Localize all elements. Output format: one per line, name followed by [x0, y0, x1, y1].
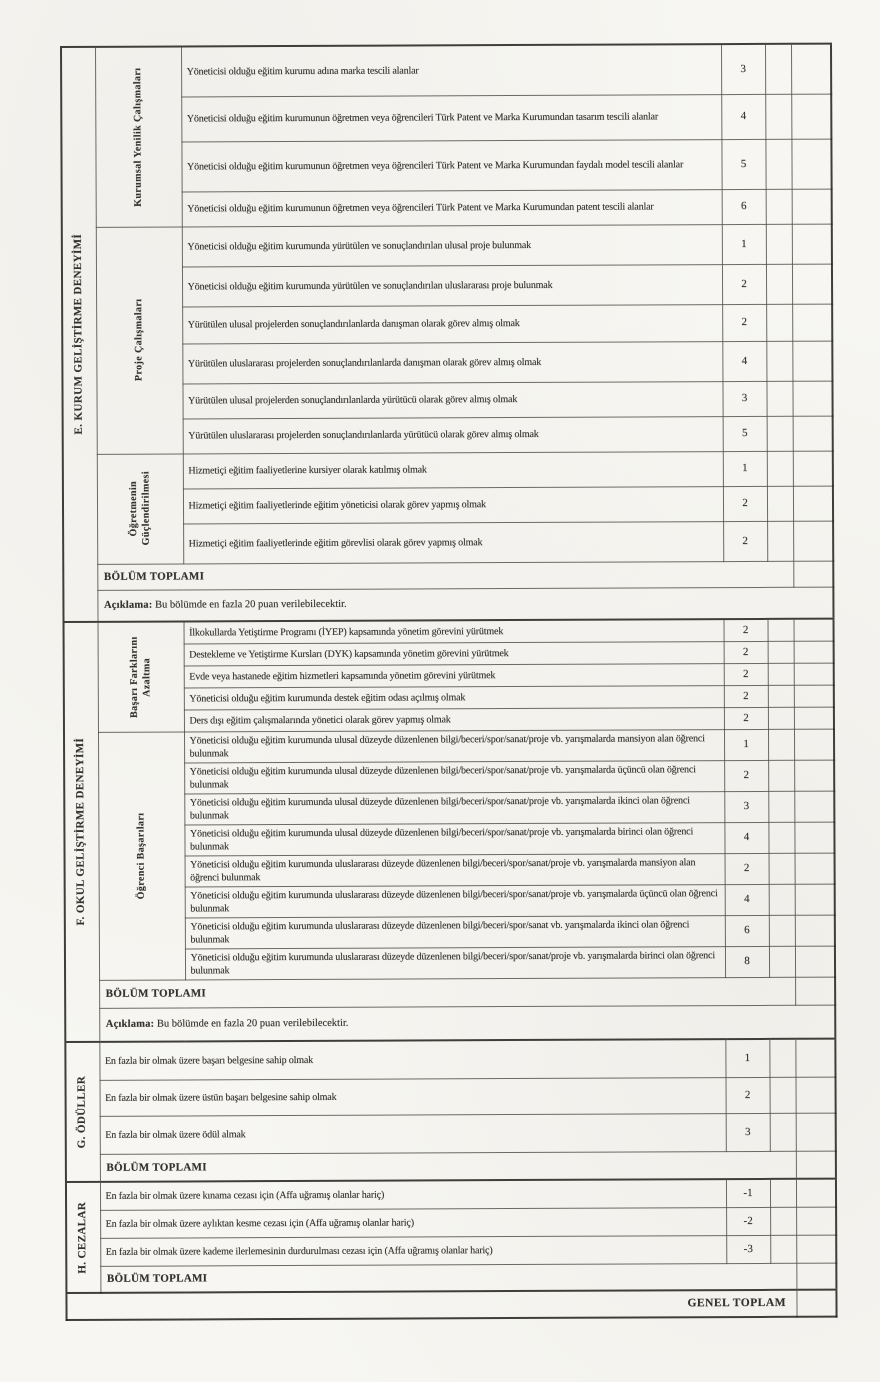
- score-entry-cell-outer: [794, 822, 834, 853]
- points-value-cell: 2: [724, 707, 768, 729]
- score-entry-cell-outer: [792, 264, 832, 304]
- criteria-text-cell: Yöneticisi olduğu eğitim kurumunda ulusal düzeyde düzenlenen bilgi/beceri/spor/sanat/proje vb. yarışmalarda üçüncü olan öğrenci bulunmak: [184, 760, 724, 793]
- section-title-vertical: G. ÖDÜLLER: [75, 1075, 89, 1149]
- note-text: Bu bölümde en fazla 20 puan verilebilecektir.: [155, 598, 347, 611]
- criteria-text-cell: Destekleme ve Yetiştirme Kursları (DYK) kapsamında yönetim görevini yürütmek: [184, 641, 724, 665]
- score-entry-cell: [765, 44, 791, 94]
- score-entry-cell: [768, 619, 794, 641]
- score-entry-cell-outer: [794, 707, 834, 729]
- score-entry-cell: [766, 189, 792, 224]
- score-entry-cell: [767, 451, 793, 486]
- points-value-cell: 5: [723, 416, 767, 451]
- vertical-label-wrap: [68, 1184, 99, 1291]
- section-title-vertical: E. KURUM GELİŞTİRME DENEYİMİ: [72, 234, 86, 435]
- section-total-value-cell: [796, 1151, 836, 1179]
- criteria-text-cell: Yöneticisi olduğu eğitim kurumunda uluslararası düzeyde düzenlenen bilgi/beceri/spor/sanat/proje vb. yarışmalarda birinci olan öğrenci bulunmak: [185, 946, 725, 979]
- score-entry-cell: [769, 884, 795, 915]
- points-value-cell: -2: [726, 1207, 770, 1235]
- score-entry-cell-outer: [792, 304, 832, 341]
- note-text: Bu bölümde en fazla 20 puan verilebilecektir.: [156, 1017, 349, 1030]
- score-entry-cell: [769, 915, 795, 946]
- score-entry-cell-outer: [795, 884, 835, 915]
- points-value-cell: 2: [723, 486, 767, 521]
- score-entry-cell: [768, 729, 794, 760]
- score-entry-cell-outer: [796, 1077, 836, 1113]
- criteria-text-cell: Hizmetiçi eğitim faaliyetlerinde eğitim görevlisi olarak görev yapmış olmak: [183, 521, 723, 563]
- grand-total-label: GENEL TOPLAM: [66, 1290, 796, 1320]
- section-total-row: [66, 1151, 836, 1182]
- vertical-label-wrap: [97, 48, 181, 225]
- points-value-cell: 6: [722, 189, 766, 224]
- points-value-cell: -1: [726, 1179, 770, 1207]
- grand-total-value-cell: [796, 1290, 836, 1317]
- section-total-label: BÖLÜM TOPLAMI: [100, 1151, 796, 1182]
- points-value-cell: 2: [722, 264, 766, 304]
- section-label-f: [64, 622, 100, 1042]
- criteria-text-cell: En fazla bir olmak üzere üstün başarı belgesine sahip olmak: [100, 1077, 726, 1116]
- section-total-value-cell: [795, 977, 835, 1005]
- score-entry-cell-outer: [792, 189, 832, 224]
- score-entry-cell: [766, 304, 792, 341]
- score-entry-cell: [767, 416, 793, 451]
- section-total-value-cell: [793, 561, 833, 587]
- vertical-label-wrap: [66, 624, 98, 1040]
- points-value-cell: 2: [724, 685, 768, 707]
- score-entry-cell: [769, 853, 795, 884]
- score-entry-cell: [768, 791, 794, 822]
- vertical-label-wrap: [98, 455, 181, 562]
- points-value-cell: 5: [721, 139, 765, 189]
- group-label: [95, 46, 182, 226]
- score-entry-cell: [768, 707, 794, 729]
- group-title-vertical: Proje Çalışmaları: [132, 298, 145, 382]
- vertical-label-wrap: [67, 1044, 98, 1180]
- vertical-label-wrap: [99, 733, 183, 978]
- criteria-text-cell: Yöneticisi olduğu eğitim kurumunda ulusal düzeyde düzenlenen bilgi/beceri/spor/sanat/proje vb. yarışmalarda ikinci olan öğrenci bulunmak: [184, 791, 724, 824]
- criteria-text-cell: En fazla bir olmak üzere kademe ilerlemesinin durdurulması cezası için (Affa uğramış olanlar hariç): [100, 1235, 726, 1266]
- group-label: [97, 453, 183, 563]
- criteria-row: [66, 1179, 836, 1210]
- score-entry-cell-outer: [794, 791, 834, 822]
- score-entry-cell: [765, 139, 791, 189]
- section-label-h: [66, 1182, 100, 1293]
- score-entry-cell-outer: [795, 915, 835, 946]
- score-entry-cell-outer: [796, 1207, 836, 1235]
- form-sheet: [60, 43, 838, 1321]
- points-value-cell: 4: [725, 884, 769, 915]
- score-entry-cell: [768, 685, 794, 707]
- criteria-text-cell: Yöneticisi olduğu eğitim kurumunda uluslararası düzeyde düzenlenen bilgi/beceri/spor/sanat/proje vb. yarışmalarda mansiyon alan öğrenci bulunmak: [185, 853, 725, 886]
- score-entry-cell: [770, 1207, 796, 1235]
- criteria-text-cell: Hizmetiçi eğitim faaliyetlerine kursiyer olarak katılmış olmak: [183, 451, 723, 488]
- criteria-text-cell: En fazla bir olmak üzere kınama cezası için (Affa uğramış olanlar hariç): [100, 1179, 726, 1210]
- section-total-row: [65, 977, 835, 1008]
- points-value-cell: 1: [722, 224, 766, 264]
- group-title-vertical: Başarı Farklarını Azaltma: [128, 636, 152, 718]
- score-entry-cell: [766, 341, 792, 381]
- points-value-cell: 1: [725, 1039, 769, 1077]
- score-entry-cell: [765, 94, 791, 139]
- criteria-text-cell: En fazla bir olmak üzere ödül almak: [100, 1113, 726, 1154]
- score-entry-cell-outer: [793, 416, 833, 451]
- score-entry-cell-outer: [793, 451, 833, 486]
- criteria-row: [64, 729, 834, 763]
- criteria-row: [66, 1207, 836, 1238]
- criteria-text-cell: Yöneticisi olduğu eğitim kurumunun öğretmen veya öğrencileri Türk Patent ve Marka Kurumundan faydalı model tescili alanlar: [181, 139, 721, 191]
- section-note-row: [65, 1005, 835, 1042]
- score-entry-cell: [770, 1113, 796, 1151]
- section-total-row: [66, 1263, 836, 1293]
- group-title-vertical: Kurumsal Yenilik Çalışmaları: [131, 67, 144, 207]
- criteria-text-cell: Hizmetiçi eğitim faaliyetlerinde eğitim yöneticisi olarak görev yapmış olmak: [183, 486, 723, 523]
- note-prefix: Açıklama:: [105, 1018, 155, 1030]
- criteria-row: [66, 1077, 836, 1116]
- section-title-vertical: H. CEZALAR: [76, 1201, 89, 1274]
- score-entry-cell-outer: [792, 381, 832, 416]
- score-entry-cell: [767, 521, 793, 561]
- criteria-text-cell: Yöneticisi olduğu eğitim kurumunda yürütülen ve sonuçlandırılan ulusal proje bulunmak: [182, 224, 722, 266]
- points-value-cell: 2: [724, 619, 768, 641]
- score-entry-cell-outer: [794, 729, 834, 760]
- criteria-text-cell: Yöneticisi olduğu eğitim kurumunda uluslararası düzeyde düzenlenen bilgi/beceri/spor/sanat/proje vb. yarışmalarda üçüncü olan öğrenci bulunmak: [185, 884, 725, 917]
- score-entry-cell-outer: [791, 44, 831, 94]
- evaluation-criteria-table: [60, 43, 838, 1321]
- score-entry-cell-outer: [792, 224, 832, 264]
- criteria-text-cell: Ders dışı eğitim çalışmalarında yönetici olarak görev yapmış olmak: [184, 707, 724, 731]
- criteria-row: [61, 44, 831, 97]
- criteria-text-cell: Evde veya hastanede eğitim hizmetleri kapsamında yönetim görevini yürütmek: [184, 663, 724, 687]
- score-entry-cell: [768, 760, 794, 791]
- points-value-cell: 1: [723, 451, 767, 486]
- section-note: [97, 587, 833, 622]
- criteria-text-cell: En fazla bir olmak üzere aylıktan kesme cezası için (Affa uğramış olanlar hariç): [100, 1207, 726, 1238]
- score-entry-cell-outer: [794, 663, 834, 685]
- score-entry-cell-outer: [796, 1113, 836, 1151]
- score-entry-cell: [766, 224, 792, 264]
- score-entry-cell: [768, 822, 794, 853]
- section-title-vertical: F. OKUL GELİŞTİRME DENEYİMİ: [74, 738, 88, 926]
- criteria-text-cell: En fazla bir olmak üzere başarı belgesine sahip olmak: [99, 1039, 725, 1080]
- criteria-text-cell: Yürütülen uluslararası projelerden sonuçlandırılanlarda danışman olarak görev almış olmak: [182, 341, 722, 383]
- points-value-cell: 3: [722, 381, 766, 416]
- score-entry-cell-outer: [794, 685, 834, 707]
- points-value-cell: 2: [723, 521, 767, 561]
- score-entry-cell-outer: [796, 1235, 836, 1263]
- grand-total-row: [66, 1290, 836, 1320]
- section-total-row: [63, 561, 833, 590]
- group-label: [98, 731, 185, 979]
- score-entry-cell: [769, 946, 795, 977]
- score-entry-cell: [768, 663, 794, 685]
- points-value-cell: 6: [725, 915, 769, 946]
- score-entry-cell: [770, 1179, 796, 1207]
- criteria-text-cell: Yöneticisi olduğu eğitim kurumunun öğretmen veya öğrencileri Türk Patent ve Marka Kurumundan patent tescili alanlar: [182, 189, 722, 226]
- criteria-row: [66, 1113, 836, 1154]
- criteria-text-cell: Yöneticisi olduğu eğitim kurumunda destek eğitim odası açılmış olmak: [184, 685, 724, 709]
- criteria-text-cell: Yöneticisi olduğu eğitim kurumu adına marka tescili alanlar: [181, 44, 721, 96]
- score-entry-cell-outer: [791, 139, 831, 189]
- criteria-text-cell: Yürütülen ulusal projelerden sonuçlandırılanlarda danışman olarak görev almış olmak: [182, 304, 722, 343]
- points-value-cell: 2: [726, 1077, 770, 1113]
- criteria-row: [63, 451, 833, 489]
- score-entry-cell: [770, 1077, 796, 1113]
- points-value-cell: -3: [726, 1235, 770, 1263]
- criteria-text-cell: Yöneticisi olduğu eğitim kurumunda uluslararası düzeyde düzenlenen bilgi/beceri/spor/sanat vb. yarışmalarda ikinci olan öğrenci bulunmak: [185, 915, 725, 948]
- points-value-cell: 2: [724, 641, 768, 663]
- score-entry-cell-outer: [795, 946, 835, 977]
- score-entry-cell-outer: [792, 341, 832, 381]
- score-entry-cell-outer: [795, 1039, 835, 1077]
- criteria-text-cell: Yöneticisi olduğu eğitim kurumunun öğretmen veya öğrencileri Türk Patent ve Marka Kurumundan tasarım tescili alanlar: [181, 94, 721, 141]
- section-note-row: [63, 587, 833, 622]
- vertical-label-wrap: [97, 228, 181, 452]
- points-value-cell: 2: [724, 663, 768, 685]
- criteria-row: [65, 1039, 835, 1080]
- points-value-cell: 8: [725, 946, 769, 977]
- section-label-g: [65, 1042, 100, 1182]
- criteria-row: [66, 1235, 836, 1266]
- points-value-cell: 4: [721, 94, 765, 139]
- criteria-text-cell: Yürütülen ulusal projelerden sonuçlandırılanlarda yürütücü olarak görev almış olmak: [182, 381, 722, 418]
- score-entry-cell-outer: [793, 486, 833, 521]
- criteria-text-cell: Yöneticisi olduğu eğitim kurumunda ulusal düzeyde düzenlenen bilgi/beceri/spor/sanat/proje vb. yarışmalarda mansiyon alan öğrenci bulunmak: [184, 729, 724, 762]
- vertical-label-wrap: [99, 623, 182, 730]
- score-entry-cell: [768, 641, 794, 663]
- score-entry-cell: [767, 486, 793, 521]
- group-title-vertical: Öğrenci Başarıları: [135, 812, 147, 900]
- points-value-cell: 3: [721, 44, 765, 94]
- vertical-label-wrap: [63, 49, 96, 620]
- criteria-text-cell: Yürütülen uluslararası projelerden sonuçlandırılanlarda yürütücü olarak görev almış olmak: [183, 416, 723, 453]
- score-entry-cell-outer: [796, 1179, 836, 1207]
- section-label-e: [61, 47, 98, 622]
- score-entry-cell: [770, 1235, 796, 1263]
- points-value-cell: 2: [722, 304, 766, 341]
- points-value-cell: 4: [722, 341, 766, 381]
- criteria-text-cell: İlkokullarda Yetiştirme Programı (İYEP) kapsamında yönetim görevini yürütmek: [184, 619, 724, 643]
- points-value-cell: 3: [726, 1113, 770, 1151]
- criteria-row: [62, 224, 832, 267]
- score-entry-cell-outer: [794, 760, 834, 791]
- section-total-label: BÖLÜM TOPLAMI: [100, 1263, 796, 1293]
- criteria-text-cell: Yöneticisi olduğu eğitim kurumunda ulusal düzeyde düzenlenen bilgi/beceri/spor/sanat/proje vb. yarışmalarda birinci olan öğrenci bulunmak: [184, 822, 724, 855]
- section-total-value-cell: [796, 1263, 836, 1290]
- score-entry-cell-outer: [791, 94, 831, 139]
- section-total-label: BÖLÜM TOPLAMI: [99, 977, 795, 1008]
- points-value-cell: 2: [724, 760, 768, 791]
- score-entry-cell-outer: [795, 853, 835, 884]
- section-note: [99, 1005, 835, 1042]
- group-label: [96, 226, 183, 453]
- note-prefix: Açıklama:: [103, 599, 153, 611]
- score-entry-cell: [766, 264, 792, 304]
- score-entry-cell-outer: [793, 521, 833, 561]
- points-value-cell: 3: [724, 791, 768, 822]
- points-value-cell: 4: [724, 822, 768, 853]
- score-entry-cell-outer: [794, 641, 834, 663]
- score-entry-cell-outer: [794, 619, 834, 641]
- criteria-text-cell: Yöneticisi olduğu eğitim kurumunda yürütülen ve sonuçlandırılan uluslararası proje bulunmak: [182, 264, 722, 306]
- score-entry-cell: [769, 1039, 795, 1077]
- score-entry-cell: [766, 381, 792, 416]
- section-total-label: BÖLÜM TOPLAMI: [97, 561, 793, 590]
- points-value-cell: 2: [725, 853, 769, 884]
- group-title-vertical: Öğretmenin Güçlendirilmesi: [127, 471, 152, 546]
- points-value-cell: 1: [724, 729, 768, 760]
- group-label: [98, 621, 184, 731]
